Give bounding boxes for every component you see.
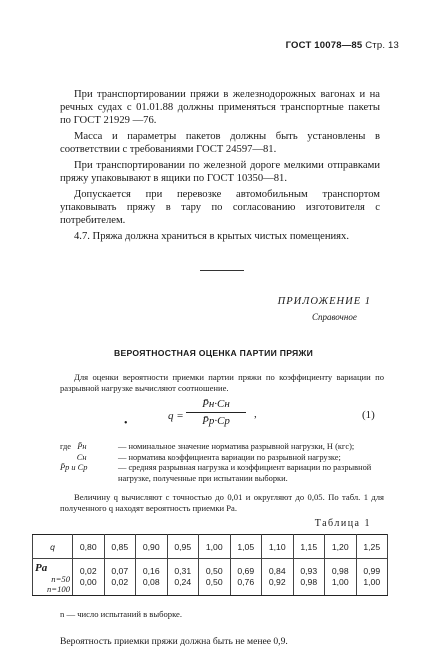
q-value: 0,85 [104, 535, 136, 559]
table-cell: 0,02 0,00 [73, 559, 105, 596]
formula-1 [0, 398, 427, 438]
intro-paragraph: Для оценки вероятности приемки партии пряжи по коэффициенту вариации по разрывной нагрузке вычисляют соотношение. [60, 372, 384, 393]
q-value: 1,10 [262, 535, 294, 559]
paragraph: При транспортировании по железной дороге мелкими отправками пряжу упаковывают в ящики по ГОСТ 10350—81. [60, 160, 380, 184]
table-cell: 0,93 0,98 [293, 559, 325, 596]
transport-section [60, 88, 380, 246]
row-label: n=50 [51, 573, 70, 584]
paragraph: Масса и параметры пакетов должны быть установлены в соответствии с требованиями ГОСТ 24597—81. [60, 131, 380, 155]
table-cell: 0,31 0,24 [167, 559, 199, 596]
instruction-paragraph: Величину q вычисляют с точностью до 0,01 и округляют до 0,05. По табл. 1 для полученного q находят вероятность приемки Pа. [60, 492, 384, 513]
table-cell: 0,98 1,00 [325, 559, 357, 596]
p-label: Pа [35, 562, 48, 574]
appendix-subtitle: Справочное [312, 312, 357, 322]
row-label: n=100 [47, 584, 70, 594]
table-cell: 0,07 0,02 [104, 559, 136, 596]
definition-item [60, 463, 390, 484]
q-value: 1,15 [293, 535, 325, 559]
q-value: 0,80 [73, 535, 105, 559]
definition-text: — норматива коэффициента вариации по разрывной нагрузке; [118, 452, 341, 462]
definition-symbol: Cн [76, 452, 87, 462]
q-value: 1,00 [199, 535, 231, 559]
formula-lhs: q = [168, 410, 184, 422]
q-value: 0,95 [167, 535, 199, 559]
table-cell: 0,16 0,08 [136, 559, 168, 596]
paragraph: 4.7. Пряжа должна храниться в крытых чистых помещениях. [74, 231, 350, 242]
definition-symbol: P̄р и Cр [60, 463, 88, 473]
page-header [286, 40, 399, 51]
table-footnote: n — число испытаний в выборке. [60, 609, 182, 619]
section-title: ВЕРОЯТНОСТНАЯ ОЦЕНКА ПАРТИИ ПРЯЖИ [113, 348, 314, 358]
appendix-label: ПРИЛОЖЕНИЕ 1 [277, 296, 371, 307]
definition-text: — средняя разрывная нагрузка и коэффициент вариации по разрывной нагрузке, полученные при испытании выборки. [118, 463, 372, 483]
paragraph: Допускается при перевозке автомобильным транспортом упаковывать пряжу в тару по согласованию изготовителя с потребителем. [60, 189, 380, 226]
definition-text: — номинальное значение норматива разрывной нагрузки, Н (кгс); [118, 442, 355, 451]
table-cell: 0,50 0,50 [199, 559, 231, 596]
table-header-row [33, 535, 388, 559]
definition-item [60, 442, 390, 453]
q-value: 0,90 [136, 535, 168, 559]
page-number: Стр. 13 [365, 40, 399, 51]
final-statement: Вероятность приемки пряжи должна быть не менее 0,9. [60, 636, 288, 647]
probability-table [32, 534, 388, 596]
definition-symbol: P̄н [77, 442, 87, 451]
formula-comma: , [254, 408, 257, 420]
table-cell: 0,99 1,00 [356, 559, 388, 596]
definition-item [60, 453, 390, 464]
formula-denominator: P̄р·Cр [202, 415, 230, 427]
p-label-cell [33, 559, 73, 596]
table-row [33, 559, 388, 596]
standard-number: ГОСТ 10078—85 [285, 40, 363, 51]
formula-fraction [186, 398, 246, 427]
table-cell: 0,69 0,76 [230, 559, 262, 596]
table-cell: 0,84 0,92 [262, 559, 294, 596]
table-title: Таблица 1 [314, 518, 371, 529]
formula-mark: • [124, 418, 128, 429]
formula-number: (1) [362, 409, 375, 421]
q-value: 1,20 [325, 535, 357, 559]
q-value: 1,25 [356, 535, 388, 559]
q-value: 1,05 [230, 535, 262, 559]
definitions-list [60, 442, 390, 484]
section-divider [200, 270, 244, 271]
formula-numerator: P̄н·Cн [186, 398, 246, 413]
q-label: q [33, 535, 73, 559]
definition-prefix: где [60, 442, 71, 451]
paragraph: При транспортировании пряжи в железнодорожных вагонах и на речных судах с 01.01.88 должны применяться транспортные пакеты по ГОСТ 21929 —76. [60, 89, 380, 126]
